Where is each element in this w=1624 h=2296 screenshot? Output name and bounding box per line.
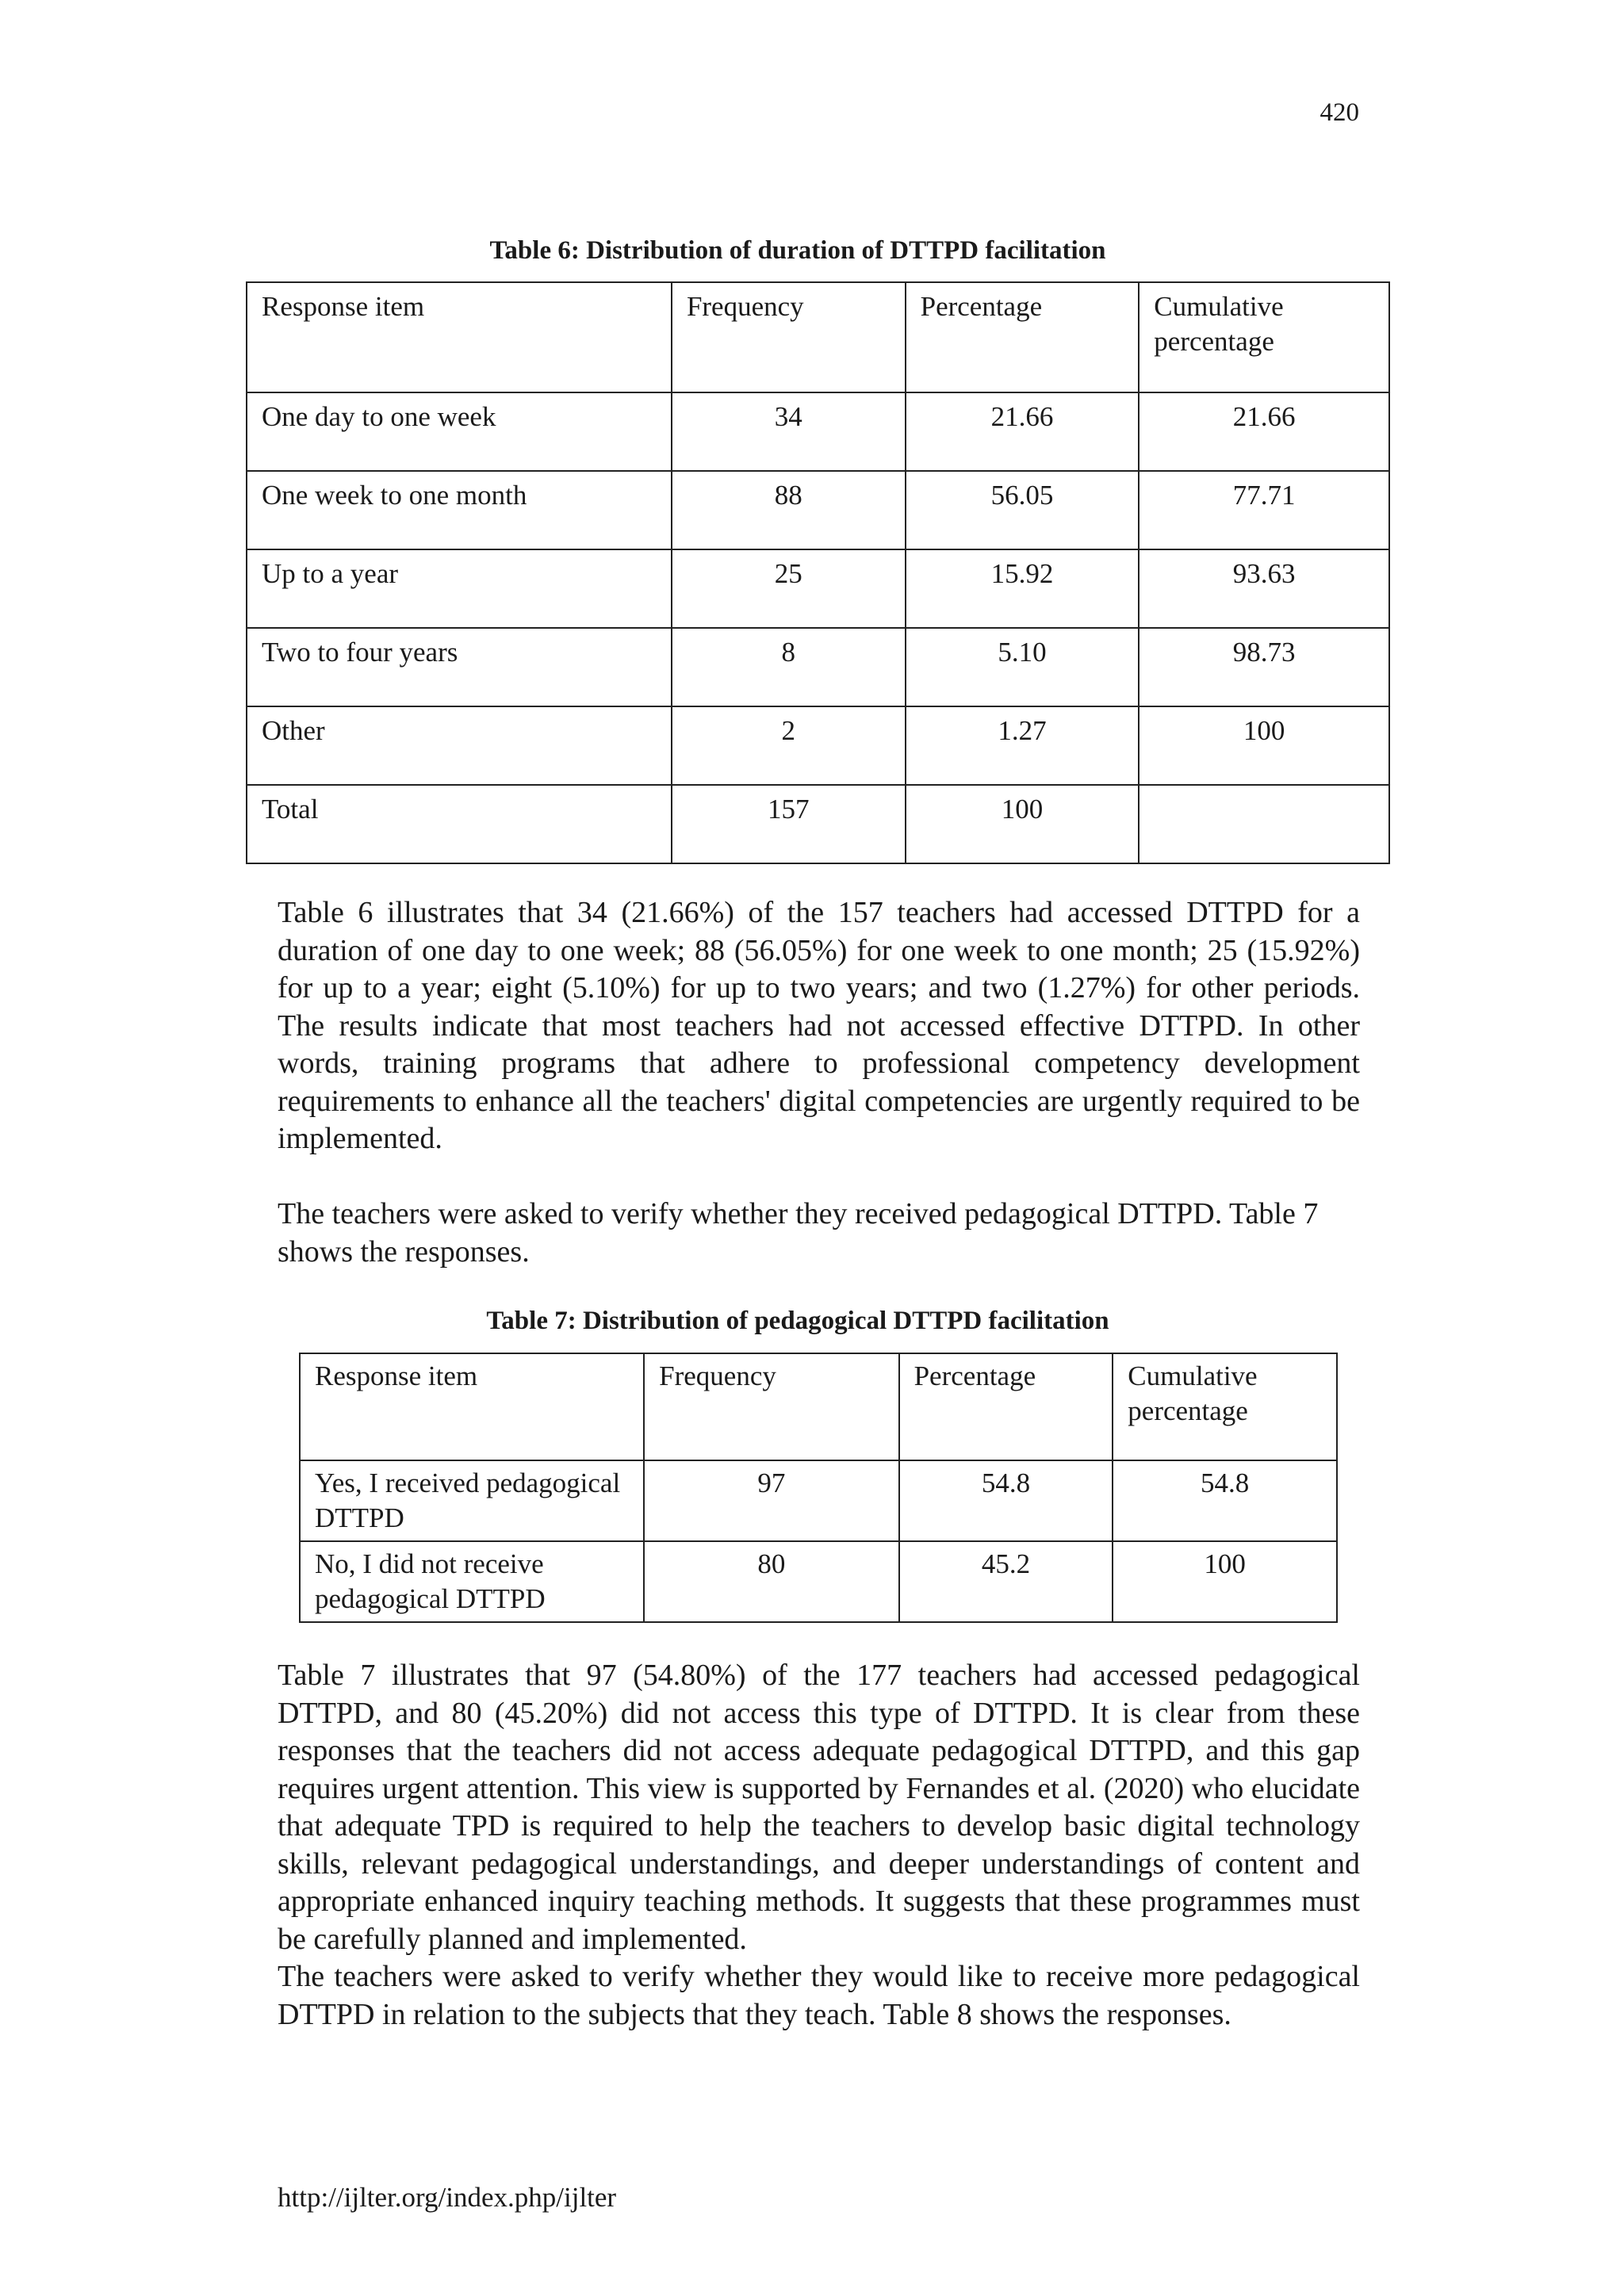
table7 bbox=[299, 1353, 1338, 1623]
table-row bbox=[300, 1460, 1337, 1541]
table6-cell: 100 bbox=[906, 785, 1139, 863]
table6-caption: Table 6: Distribution of duration of DTTPD facilitation bbox=[489, 236, 1106, 265]
table7-cell: No, I did not receive pedagogical DTTPD bbox=[300, 1541, 644, 1622]
table6-cell: 100 bbox=[1139, 706, 1389, 785]
table7-cell: 54.8 bbox=[1113, 1460, 1337, 1541]
table-row bbox=[247, 628, 1389, 706]
table7-cell: 80 bbox=[644, 1541, 898, 1622]
table6-cell: 88 bbox=[672, 471, 906, 549]
table6-cell: 5.10 bbox=[906, 628, 1139, 706]
table-row bbox=[247, 549, 1389, 628]
table6-cell: Other bbox=[247, 706, 672, 785]
table6-cell: One day to one week bbox=[247, 392, 672, 471]
table7-cell: 97 bbox=[644, 1460, 898, 1541]
table6-cell: Two to four years bbox=[247, 628, 672, 706]
table-row bbox=[247, 706, 1389, 785]
table7-header-row bbox=[300, 1353, 1337, 1460]
table6-cell: 34 bbox=[672, 392, 906, 471]
table6-header-response: Response item bbox=[247, 282, 672, 392]
table6-cell bbox=[1139, 785, 1389, 863]
table6-cell: 56.05 bbox=[906, 471, 1139, 549]
table6-cell: 157 bbox=[672, 785, 906, 863]
table6-cell: 1.27 bbox=[906, 706, 1139, 785]
table6-cell: One week to one month bbox=[247, 471, 672, 549]
table7-header-cumulative: Cumulative percentage bbox=[1113, 1353, 1337, 1460]
table6-cell: Total bbox=[247, 785, 672, 863]
table7-cell: 54.8 bbox=[899, 1460, 1113, 1541]
paragraph-table6-discussion: Table 6 illustrates that 34 (21.66%) of the 157 teachers had accessed DTTPD for a duration of one day to one week; 88 (56.05%) for one week to one month; 25 (15.92%) for up to a year; eight (5.10%) for up to two years; and two (1.27%) for other periods. The results indicate that most teachers had not accessed effective DTTPD. In other words, training programs that adhere to professional competency development requirements to enhance all the teachers' digital competencies are urgently required to be implemented. bbox=[278, 896, 1360, 1155]
table6-header-percentage: Percentage bbox=[906, 282, 1139, 392]
table-row bbox=[300, 1541, 1337, 1622]
table6-cell: Up to a year bbox=[247, 549, 672, 628]
table6-cell: 98.73 bbox=[1139, 628, 1389, 706]
table6-cell: 21.66 bbox=[906, 392, 1139, 471]
table-row bbox=[247, 392, 1389, 471]
table6-cell: 93.63 bbox=[1139, 549, 1389, 628]
table7-caption: Table 7: Distribution of pedagogical DTTPD facilitation bbox=[486, 1307, 1109, 1335]
paragraph-table7-intro: The teachers were asked to verify whether they received pedagogical DTTPD. Table 7 shows the responses. bbox=[278, 1197, 1319, 1269]
table7-header-percentage: Percentage bbox=[899, 1353, 1113, 1460]
table-row bbox=[247, 785, 1389, 863]
table6 bbox=[246, 281, 1390, 864]
table7-cell: Yes, I received pedagogical DTTPD bbox=[300, 1460, 644, 1541]
table6-header-frequency: Frequency bbox=[672, 282, 906, 392]
table6-cell: 77.71 bbox=[1139, 471, 1389, 549]
table7-header-response: Response item bbox=[300, 1353, 644, 1460]
table7-cell: 100 bbox=[1113, 1541, 1337, 1622]
footer-url: http://ijlter.org/index.php/ijlter bbox=[278, 2182, 617, 2213]
paragraph-table7-discussion: Table 7 illustrates that 97 (54.80%) of the 177 teachers had accessed pedagogical DTTPD, and 80 (45.20%) did not access this type of DTTPD. It is clear from these responses that the teachers did not access adequate pedagogical DTTPD, and this gap requires urgent attention. This view is supported by Fernandes et al. (2020) who elucidate that adequate TPD is required to help the teachers to develop basic digital technology skills, relevant pedagogical understandings, and deeper understandings of content and appropriate enhanced inquiry teaching methods. It suggests that these programmes must be carefully planned and implemented. bbox=[278, 1659, 1360, 1956]
page-number: 420 bbox=[1320, 98, 1359, 127]
table-row bbox=[247, 471, 1389, 549]
table7-cell: 45.2 bbox=[899, 1541, 1113, 1622]
table6-cell: 25 bbox=[672, 549, 906, 628]
table6-cell: 2 bbox=[672, 706, 906, 785]
table6-header-cumulative: Cumulative percentage bbox=[1139, 282, 1389, 392]
table6-cell: 21.66 bbox=[1139, 392, 1389, 471]
paragraph-table8-intro: The teachers were asked to verify whether they would like to receive more pedagogical DTTPD in relation to the subjects that they teach. Table 8 shows the responses. bbox=[278, 1960, 1360, 2031]
table7-header-frequency: Frequency bbox=[644, 1353, 898, 1460]
table6-cell: 15.92 bbox=[906, 549, 1139, 628]
table6-cell: 8 bbox=[672, 628, 906, 706]
table6-header-row bbox=[247, 282, 1389, 392]
